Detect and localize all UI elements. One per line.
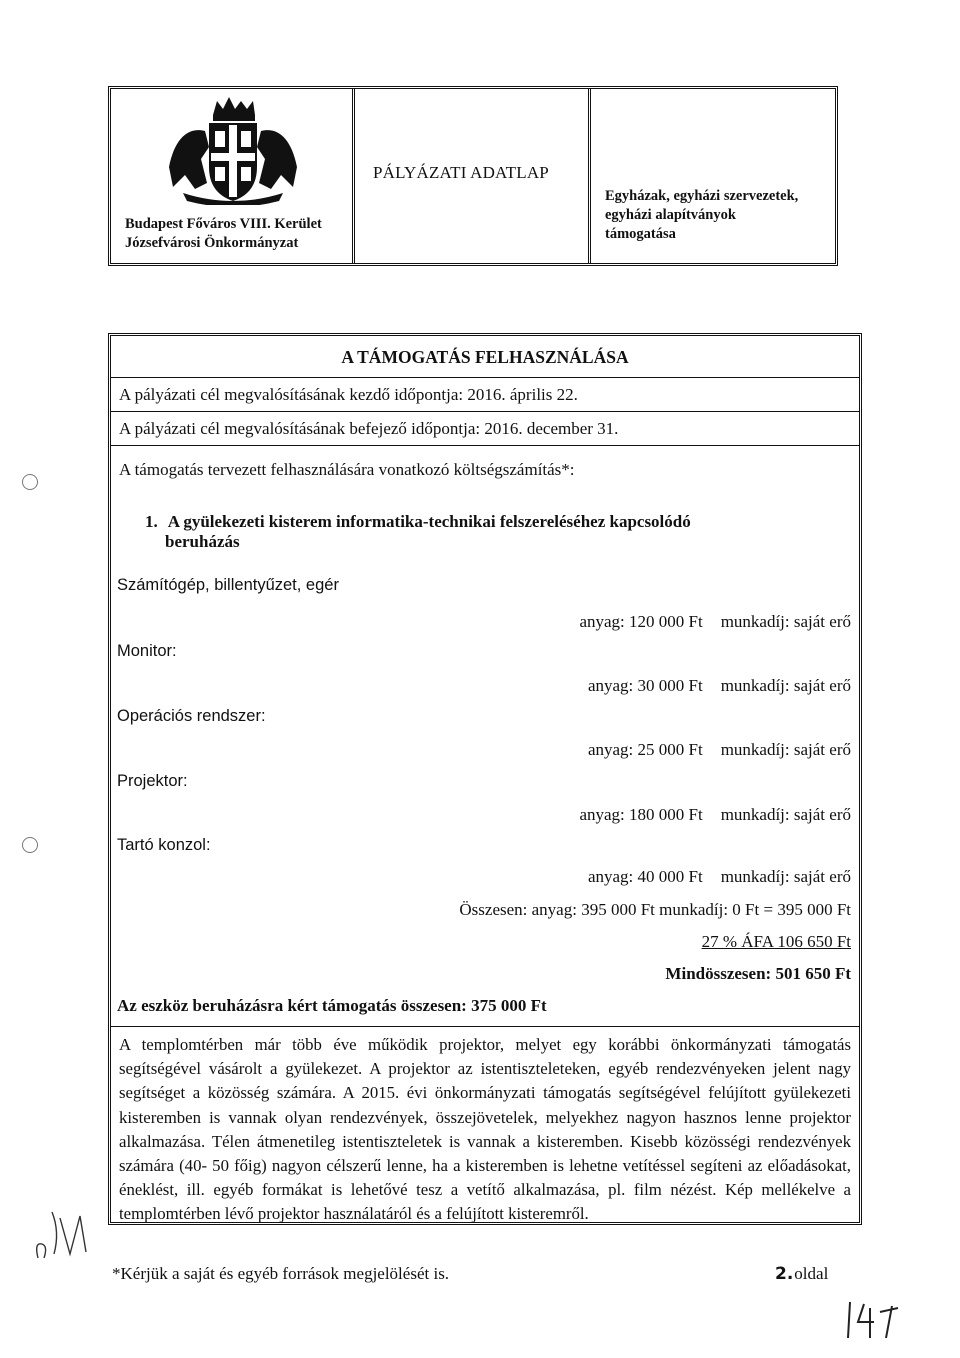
justification-text: A templomtérben már több éve működik projektor, melyet egy korábbi önkormányzati támogatás segítségével vásárolt a gyülekezet. A projektor az istentiszteleteken, egyéb rendezvényeken jelent nagy segítséget a közösség számára. A 2015. évi önkormányzati támogatás segítségével felújított gyülekezeti kisteremben is vannak olyan rendezvények, összejövetelek, melyekhez nagyon hasznos lenne projektor alkalmazása. Télen átmenetileg istentiszteletek is vannak a kisteremben. Kisebb közösségi rendezvények számára (40- 50 főig) nagyon célszerű lenne, ha a kisteremben is lehetne vetítéssel segíteni az előadásokat, éneklést, ill. egyéb formákat is lehetővé tesz a vetítő alkalmazása, pl. film nézést. Kép mellékelve a templomtérben lévő projektor használatáról és a felújított kisteremről.	[111, 1026, 859, 1227]
item-label-monitor: Monitor:	[117, 642, 177, 660]
item-label-os: Operációs rendszer:	[117, 707, 266, 725]
cost-line-monitor: anyag: 30 000 Ft munkadíj: saját erő	[587, 676, 851, 695]
page-number: 2.oldal	[775, 1264, 829, 1284]
handwritten-page-number	[844, 1298, 900, 1342]
investment-heading: 1. A gyülekezeti kisterem informatika-technikai felszereléséhez kapcsolódó beruházás	[145, 512, 691, 551]
requested-amount: Az eszköz beruházásra kért támogatás összesen: 375 000 Ft	[117, 996, 547, 1015]
header-subject-cell	[591, 89, 835, 263]
vat-line: 27 % ÁFA 106 650 Ft	[701, 932, 851, 951]
support-usage-section	[108, 333, 862, 1225]
grant-subject: Egyházak, egyházi szervezetek, egyházi alapítványok támogatása	[605, 188, 799, 242]
total-line: Összesen: anyag: 395 000 Ft munkadíj: 0 Ft = 395 000 Ft	[459, 900, 851, 919]
footnote: *Kérjük a saját és egyéb források megjelölését is.	[112, 1264, 450, 1283]
punch-hole	[22, 837, 38, 853]
handwritten-signature	[30, 1192, 100, 1262]
cost-line-bracket: anyag: 40 000 Ft munkadíj: saját erő	[587, 867, 851, 886]
item-label-computer: Számítógép, billentyűzet, egér	[117, 576, 339, 594]
item-label-bracket: Tartó konzol:	[117, 836, 211, 854]
item-label-projector: Projektor:	[117, 772, 188, 790]
start-date-row: A pályázati cél megvalósításának kezdő időpontja: 2016. április 22.	[111, 378, 859, 412]
organization-name: Budapest Főváros VIII. Kerület Józsefvárosi Önkormányzat	[125, 216, 322, 251]
coat-of-arms-icon	[165, 97, 301, 205]
grand-total: Mindösszesen: 501 650 Ft	[665, 964, 851, 983]
cost-line-computer: anyag: 120 000 Ft munkadíj: saját erő	[579, 612, 851, 631]
form-header	[108, 86, 838, 266]
budget-label: A támogatás tervezett felhasználására vonatkozó költségszámítás*:	[119, 460, 575, 479]
section-title: A TÁMOGATÁS FELHASZNÁLÁSA	[111, 336, 859, 378]
cost-line-os: anyag: 25 000 Ft munkadíj: saját erő	[587, 740, 851, 759]
cost-line-projector: anyag: 180 000 Ft munkadíj: saját erő	[579, 805, 851, 824]
header-org-cell	[111, 89, 355, 263]
section-number: 1.	[145, 512, 158, 531]
punch-hole	[22, 474, 38, 490]
header-title-cell	[355, 89, 591, 263]
end-date-row: A pályázati cél megvalósításának befejező időpontja: 2016. december 31.	[111, 412, 859, 446]
form-title: PÁLYÁZATI ADATLAP	[373, 163, 549, 182]
